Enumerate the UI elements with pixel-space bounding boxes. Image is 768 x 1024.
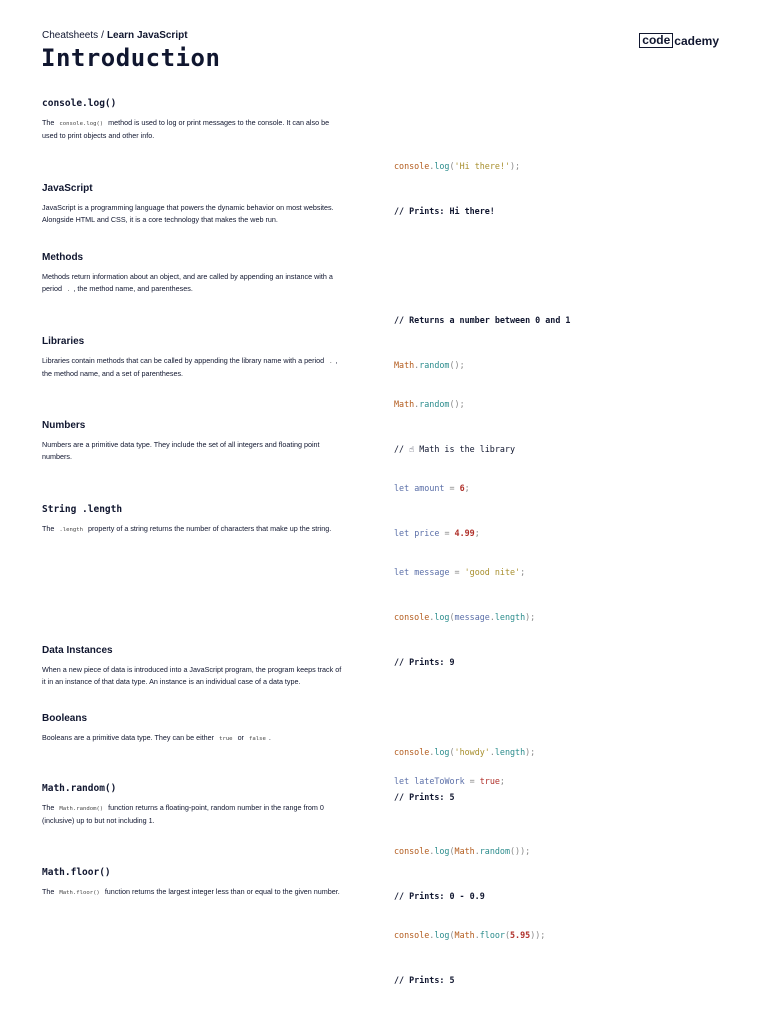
code-token: ); — [510, 161, 521, 171]
logo-part-cademy: cademy — [674, 33, 719, 48]
desc-text: function returns a floating-point, random number in the range from 0 (inclusive) up to but not including 1. — [42, 803, 324, 825]
desc-text: Libraries contain methods that can be called by appending the library name with a period — [42, 356, 325, 365]
code-token: message — [454, 612, 490, 622]
inline-code: Math.random() — [59, 806, 104, 812]
code-token: . — [474, 930, 480, 940]
code-token: message — [414, 567, 450, 577]
code-comment: // Prints: 5 — [394, 975, 455, 985]
code-token: 5.95 — [510, 930, 531, 940]
section-title: Libraries — [42, 336, 85, 347]
code-comment: // Prints: Hi there! — [394, 206, 495, 216]
section-description: When a new piece of data is introduced into a JavaScript program, the program keeps track of it in an instance of that data type. An instance is an individual case of a data type. — [42, 665, 342, 686]
desc-text: The — [42, 803, 55, 812]
code-token: . — [489, 747, 495, 757]
desc-text: method is used to log or print messages to the console. It can also be used to print objects and other info. — [42, 118, 330, 140]
code-token: log — [434, 747, 450, 757]
code-comment: // ☝ Math is the library — [394, 444, 516, 454]
code-token: log — [434, 930, 450, 940]
section-title: Booleans — [42, 713, 88, 724]
inline-code: console.log() — [59, 121, 104, 127]
code-token: (); — [449, 360, 465, 370]
code-token: length — [494, 747, 526, 757]
code-token: let — [394, 776, 410, 786]
section-description — [42, 355, 342, 380]
code-token: console — [394, 161, 430, 171]
code-token: (); — [449, 399, 465, 409]
code-token: Math — [394, 360, 415, 370]
inline-code: false — [248, 736, 266, 742]
code-token: log — [434, 612, 450, 622]
code-token: ( — [449, 612, 455, 622]
code-token: 'Hi there!' — [454, 161, 510, 171]
inline-code: . — [329, 359, 333, 365]
section-title: Methods — [42, 252, 84, 263]
code-token: ; — [499, 776, 505, 786]
desc-text: , the method name, and parentheses. — [73, 284, 193, 293]
code-token: . — [429, 930, 435, 940]
inline-code: true — [219, 736, 233, 742]
code-token: console — [394, 747, 430, 757]
code-token: ( — [449, 846, 455, 856]
section-title: Math.random() — [42, 783, 117, 794]
code-token: ; — [474, 528, 480, 538]
code-token: console — [394, 846, 430, 856]
code-token: . — [429, 612, 435, 622]
section-description — [42, 802, 342, 827]
inline-code: .length — [59, 527, 83, 533]
code-token: 'good nite' — [464, 567, 521, 577]
code-token: ( — [504, 930, 511, 940]
code-token: = — [444, 528, 450, 538]
code-token: amount — [414, 483, 445, 493]
desc-text: . — [268, 733, 271, 742]
code-token: . — [429, 846, 435, 856]
breadcrumb — [42, 30, 188, 41]
code-token: console — [394, 612, 430, 622]
code-token: . — [429, 747, 435, 757]
code-token: log — [434, 846, 450, 856]
breadcrumb-separator: / — [101, 30, 104, 41]
desc-text: Booleans are a primitive data type. They can be either — [42, 733, 215, 742]
section-title: console.log() — [42, 98, 117, 109]
code-token: ; — [520, 567, 526, 577]
desc-text: or — [237, 733, 244, 742]
desc-text: The — [42, 524, 55, 533]
desc-text: Methods return information about an object, and are called by appending an instance with a period — [42, 272, 333, 293]
desc-text: The — [42, 118, 55, 127]
codecademy-logo[interactable] — [639, 33, 719, 48]
code-token: )); — [530, 930, 546, 940]
section-description — [42, 523, 342, 536]
code-comment: // Returns a number between 0 and 1 — [394, 315, 571, 325]
code-token: . — [414, 399, 420, 409]
code-token: true — [479, 776, 500, 786]
section-description — [42, 271, 342, 296]
code-token: random — [419, 360, 450, 370]
section-description: JavaScript is a programming language that powers the dynamic behavior on most websites. Alongside HTML and CSS, it is a core technology that makes the web run. — [42, 203, 334, 224]
desc-text: , the method name, and a set of parentheses. — [42, 356, 338, 378]
code-token: Math — [454, 846, 475, 856]
section-title: JavaScript — [42, 183, 93, 194]
section-description: Numbers are a primitive data type. They include the set of all integers and floating point numbers. — [42, 440, 320, 461]
code-token: random — [479, 846, 511, 856]
code-token: ; — [464, 483, 470, 493]
code-token: Math — [454, 930, 475, 940]
code-comment: // Prints: 0 - 0.9 — [394, 891, 485, 901]
code-block — [394, 129, 520, 249]
section-description — [42, 886, 342, 899]
code-block — [394, 744, 505, 819]
code-token: . — [414, 360, 420, 370]
code-token: ); — [525, 612, 536, 622]
desc-text: function returns the largest integer less than or equal to the given number. — [104, 887, 340, 896]
code-token: ( — [449, 161, 455, 171]
desc-text: property of a string returns the number of characters that make up the string. — [87, 524, 332, 533]
section-title: Data Instances — [42, 645, 113, 656]
code-token: . — [489, 612, 495, 622]
code-token: ( — [449, 747, 455, 757]
code-token: ( — [449, 930, 455, 940]
code-token: length — [494, 612, 526, 622]
code-token: price — [414, 528, 440, 538]
code-token: ); — [525, 747, 536, 757]
code-token: 4.99 — [454, 528, 475, 538]
inline-code: . — [66, 287, 71, 293]
section-title: String .length — [42, 504, 123, 515]
section-description — [42, 117, 342, 142]
section-title: Math.floor() — [42, 867, 111, 878]
breadcrumb-current[interactable]: Learn JavaScript — [106, 30, 188, 41]
code-token: 'howdy' — [454, 747, 490, 757]
code-token: console — [394, 930, 430, 940]
code-token: lateToWork — [414, 776, 465, 786]
section-title: Numbers — [42, 420, 86, 431]
code-comment: // Prints: 5 — [394, 792, 455, 802]
section-description — [42, 732, 342, 745]
code-token: floor — [479, 930, 505, 940]
code-token: ()); — [510, 846, 531, 856]
code-comment: // Prints: 9 — [394, 657, 455, 667]
inline-code: Math.floor() — [59, 890, 100, 896]
code-token: log — [434, 161, 450, 171]
code-token: = — [469, 776, 475, 786]
code-token: let — [394, 567, 410, 577]
code-token: . — [429, 161, 435, 171]
code-token: . — [474, 846, 480, 856]
code-token: let — [394, 528, 410, 538]
code-token: Math — [394, 399, 415, 409]
code-token: = — [449, 483, 455, 493]
code-token: = — [454, 567, 460, 577]
code-token: 6 — [459, 483, 465, 493]
desc-text: The — [42, 887, 55, 896]
breadcrumb-root-link[interactable]: Cheatsheets — [42, 30, 99, 41]
code-token: let — [394, 483, 410, 493]
code-block — [394, 898, 545, 1018]
logo-part-code: code — [639, 33, 673, 48]
code-token: random — [419, 399, 450, 409]
page-title: Introduction — [41, 44, 221, 72]
